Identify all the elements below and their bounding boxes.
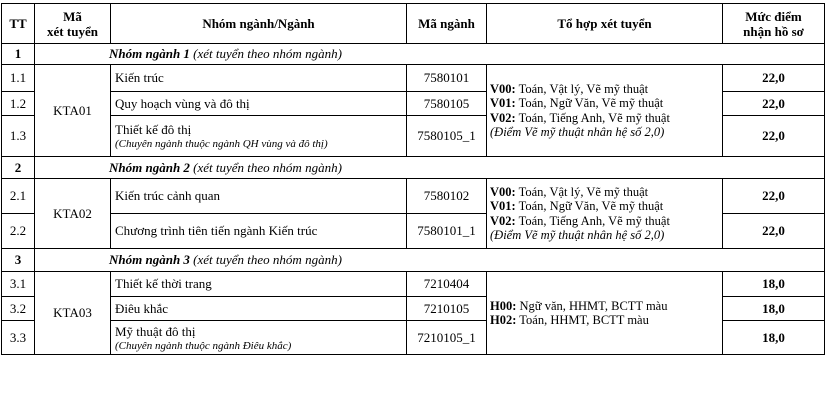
muc-diem: 18,0 (723, 321, 825, 355)
header-tt: TT (2, 4, 35, 44)
group-row (2, 249, 825, 272)
nganh-subtitle: (Chuyên ngành thuộc ngành Điêu khắc) (115, 339, 292, 352)
row-tt: 1.3 (2, 116, 35, 157)
ma-nganh: 7580102 (407, 179, 487, 214)
row-tt: 2.1 (2, 179, 35, 214)
nganh-name: Kiến trúc (111, 65, 407, 92)
ma-nganh: 7580101 (407, 65, 487, 92)
header-ma-xet-tuyen: Mã xét tuyển (35, 4, 111, 44)
group-title: Nhóm ngành 2 (xét tuyển theo nhóm ngành) (35, 157, 825, 179)
ma-nganh: 7580101_1 (407, 214, 487, 249)
header-to-hop: Tổ hợp xét tuyển (487, 4, 723, 44)
admission-table (1, 3, 825, 355)
group-tt: 2 (2, 157, 35, 179)
muc-diem: 22,0 (723, 116, 825, 157)
nganh-subtitle: (Chuyên ngành thuộc ngành QH vùng và đô thị) (115, 138, 328, 150)
group-tt: 1 (2, 44, 35, 65)
header-ma-nganh: Mã ngành (407, 4, 487, 44)
nganh-name: Kiến trúc cảnh quan (111, 179, 407, 214)
nganh-name: Mỹ thuật đô thị (Chuyên ngành thuộc ngành Điêu khắc) (111, 321, 407, 355)
group-row (2, 44, 825, 65)
group-title: Nhóm ngành 3 (xét tuyển theo nhóm ngành) (35, 249, 825, 272)
nganh-name: Thiết kế đô thị (Chuyên ngành thuộc ngành QH vùng và đô thị) (111, 116, 407, 157)
muc-diem: 22,0 (723, 65, 825, 92)
nganh-name: Thiết kế thời trang (111, 272, 407, 297)
ma-xet-tuyen: KTA01 (35, 65, 111, 157)
row-tt: 3.1 (2, 272, 35, 297)
ma-xet-tuyen: KTA03 (35, 272, 111, 355)
to-hop-xet-tuyen: V00: Toán, Vật lý, Vẽ mỹ thuật V01: Toán, Ngữ Văn, Vẽ mỹ thuật V02: Toán, Tiếng Anh, Vẽ mỹ thuật (Điểm Vẽ mỹ thuật nhân hệ số 2,0) (487, 179, 723, 249)
nganh-name: Quy hoạch vùng và đô thị (111, 92, 407, 116)
muc-diem: 18,0 (723, 272, 825, 297)
nganh-name: Chương trình tiên tiến ngành Kiến trúc (111, 214, 407, 249)
row-tt: 2.2 (2, 214, 35, 249)
muc-diem: 22,0 (723, 214, 825, 249)
ma-nganh: 7210404 (407, 272, 487, 297)
muc-diem: 18,0 (723, 297, 825, 321)
table-row (2, 179, 825, 214)
nganh-name: Điêu khắc (111, 297, 407, 321)
ma-xet-tuyen: KTA02 (35, 179, 111, 249)
group-title: Nhóm ngành 1 (xét tuyển theo nhóm ngành) (35, 44, 825, 65)
muc-diem: 22,0 (723, 179, 825, 214)
header-muc-diem: Mức điểm nhận hồ sơ (723, 4, 825, 44)
ma-nganh: 7210105 (407, 297, 487, 321)
ma-nganh: 7210105_1 (407, 321, 487, 355)
row-tt: 3.2 (2, 297, 35, 321)
table-row (2, 272, 825, 297)
muc-diem: 22,0 (723, 92, 825, 116)
ma-nganh: 7580105 (407, 92, 487, 116)
group-tt: 3 (2, 249, 35, 272)
to-hop-xet-tuyen: V00: Toán, Vật lý, Vẽ mỹ thuật V01: Toán, Ngữ Văn, Vẽ mỹ thuật V02: Toán, Tiếng Anh, Vẽ mỹ thuật (Điểm Vẽ mỹ thuật nhân hệ số 2,0) (487, 65, 723, 157)
row-tt: 3.3 (2, 321, 35, 355)
header-nganh: Nhóm ngành/Ngành (111, 4, 407, 44)
group-row (2, 157, 825, 179)
row-tt: 1.2 (2, 92, 35, 116)
table-row (2, 65, 825, 92)
header-row (2, 4, 825, 44)
row-tt: 1.1 (2, 65, 35, 92)
ma-nganh: 7580105_1 (407, 116, 487, 157)
to-hop-xet-tuyen: H00: Ngữ văn, HHMT, BCTT màu H02: Toán, HHMT, BCTT màu (487, 272, 723, 355)
